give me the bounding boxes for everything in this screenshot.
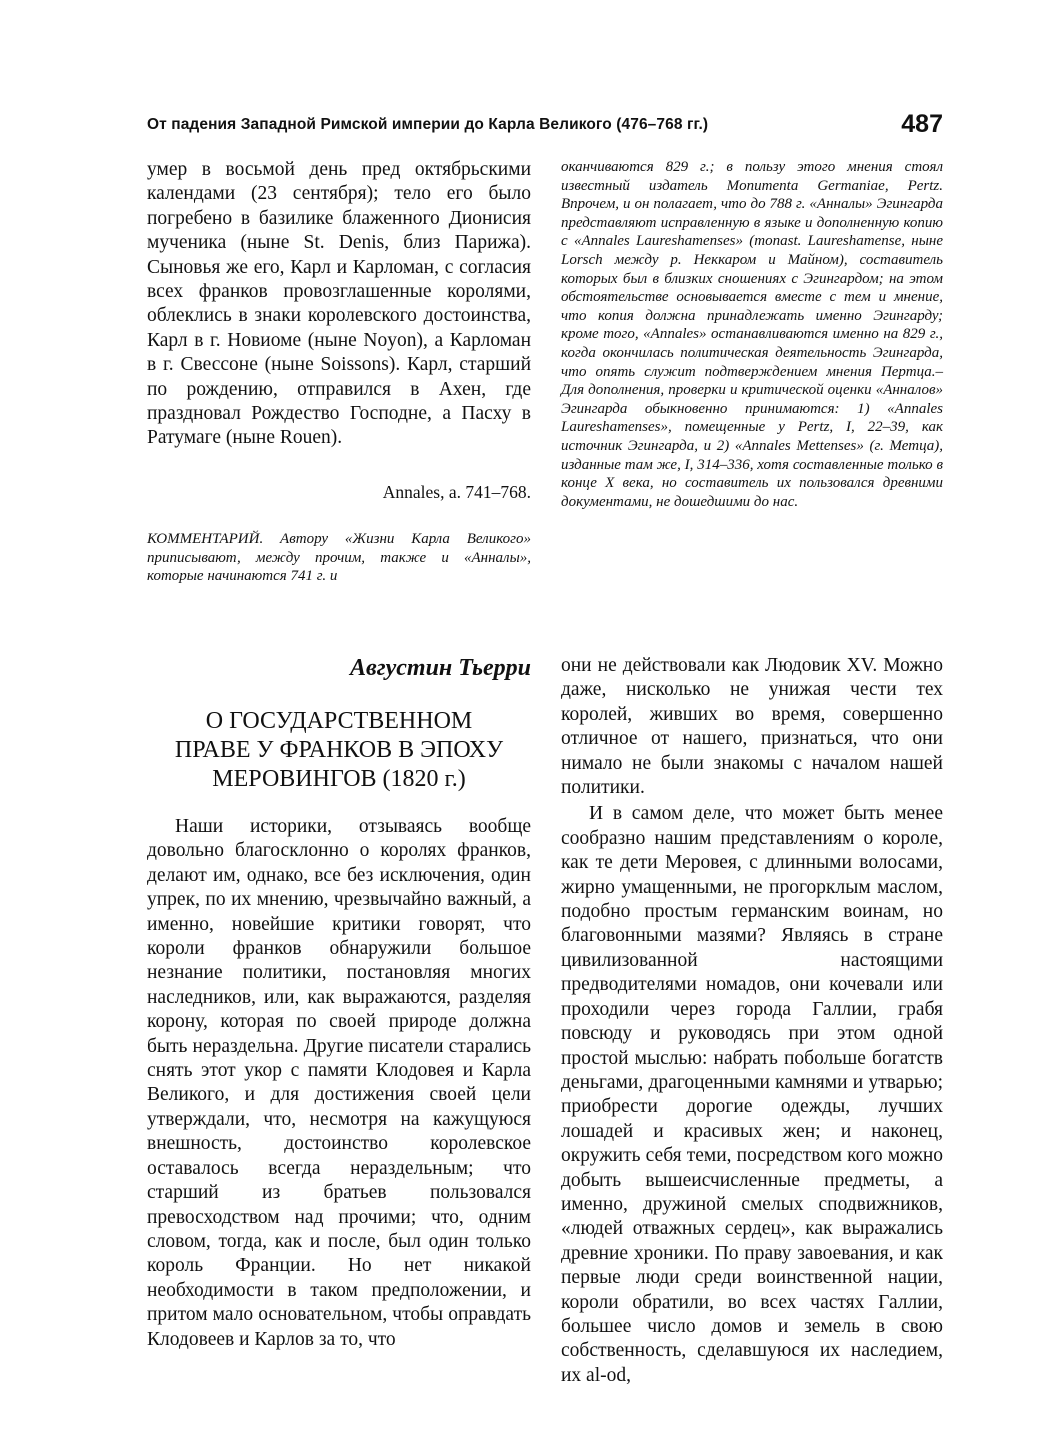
article-title — [147, 707, 531, 794]
title-line: О ГОСУДАРСТВЕННОМ — [205, 708, 473, 734]
article-left-column — [147, 815, 531, 1352]
title-line: МЕРОВИНГОВ (1820 г.) — [212, 766, 466, 792]
article-paragraph: Наши историки, отзываясь вообще довольно благосклонно о королях франков, делают им, однако, все без исключения, один упрек, по их мнению, чрезвычайно важный, а именно, новейшие критики говорят, что короли франков обнаружили большое незнание политики, постановляя многих наследников, или, как выражаются, разделяя корону, которая по своей природе должна быть нераздельна. Другие писатели старались снять этот укор с памяти Клодовея и Карла Великого, и для достижения своей цели утверждали, что, несмотря на кажущуюся внешность, достоинство королевское оставалось всегда нераздельным; что старший из братьев пользовался превосходством над прочими; что, одним словом, тогда, как и после, был один только король Франции. Но нет никакой необходимости в таком предположении, и притом мало основательном, чтобы оправдать Клодовеев и Карлов за то, что — [147, 816, 531, 1350]
article-author: Августин Тьерри — [350, 655, 531, 681]
running-header — [147, 110, 943, 142]
top-right-column — [561, 158, 943, 511]
article-paragraph: И в самом деле, что может быть менее сообразно нашим представлениям о короле, как те дети Меровея, с длинными волосами, жирно умащенными, не прогорклым маслом, подобно простым германским воинам, но благовонными мазями? Являясь в стране цивилизованной настоящими предводителями номадов, они кочевали или проходили через города Галлии, грабя повсюду и руководясь при этом одной простой мыслью: набрать побольше богатств деньгами, драгоценными камнями и утварью; приобрести дорогие одежды, лучших лошадей и красивых жен; и наконец, окружить себя теми, посредством кого можно добыть вышеисчисленные предметы, а именно, дружиной смелых сподвижников, «людей отважных сердец», как выражались древние хроники. По праву завоевания, и как первые люди среди воинственной нации, короли обратили, во всех частях Галлии, большее число домов и земель в свою собственность, сделавшуюся их наследием, их al-od, — [561, 803, 943, 1386]
comment-continuation: оканчиваются 829 г.; в пользу этого мнения стоял известный издатель Monumenta Germaniae, Pertz. Впрочем, и он полагает, что до 788 г. «Анналы» Эгингарда представляют исправленную в языке и дополненную копию с «Annales Laureshamenses» (monast. Laureshamense, ныне Lorsch между р. Неккаром и Майном), составитель которых был в близких сношениях с Эгингардом; на этом обстоятельстве основывается вместе с тем и мнение, что копия должна принадлежать именно Эгингарду; кроме того, «Annales» останавливаются именно на 829 г., когда окончилась политическая деятельность Эгингарда, что опять служит подтверждением мнения Пертца.– Для дополнения, проверки и критической оценки «Анналов» Эгингарда обыкновенно принимаются: 1) «Annales Laureshamenses», помещенные у Pertz, I, 22–39, как источник Эгингарда, и 2) «Annales Mettenses» (г. Метца), изданные там же, I, 314–336, хотя составленные только в конце X века, но составитель их пользовался древними документами, не дошедшими до нас. — [561, 159, 943, 510]
title-line: ПРАВЕ У ФРАНКОВ В ЭПОХУ — [174, 737, 504, 763]
article-right-column — [561, 654, 943, 1388]
comment-text: КОММЕНТАРИЙ. Автору «Жизни Карла Великого» приписывают, между прочим, также и «Анналы», которые начинаются 741 г. и — [147, 531, 531, 585]
page-number: 487 — [901, 110, 943, 138]
source-citation — [147, 482, 531, 503]
top-left-column — [147, 158, 531, 451]
comment-start — [147, 530, 531, 586]
chronicle-text: умер в восьмой день пред октябрьскими календами (23 сентября); тело его было погребено в базилике блаженного Дионисия мученика (ныне St. Denis, близ Парижа). Сыновья же его, Карл и Карломан, с согласия всех франков провозглашенные королями, облеклись в знаки королевского достоинства, Карл в г. Новиоме (ныне Noyon), а Карломан в г. Свессоне (ныне Soissons). Карл, старший по рождению, отправился в Ахен, где праздновал Рождество Господне, а Пасху в Ратумаге (ныне Rouen). — [147, 159, 531, 449]
article-paragraph: они не действовали как Людовик XV. Можно даже, нисколько не унижая чести тех королей, живших во время, совершенно отличное от нашего, признаться, что они нимало не были знакомы с началом нашей политики. — [561, 655, 943, 799]
running-title: От падения Западной Римской империи до Карла Великого (476–768 гг.) — [147, 116, 709, 133]
source-citation-text: Annales, a. 741–768. — [382, 482, 531, 502]
